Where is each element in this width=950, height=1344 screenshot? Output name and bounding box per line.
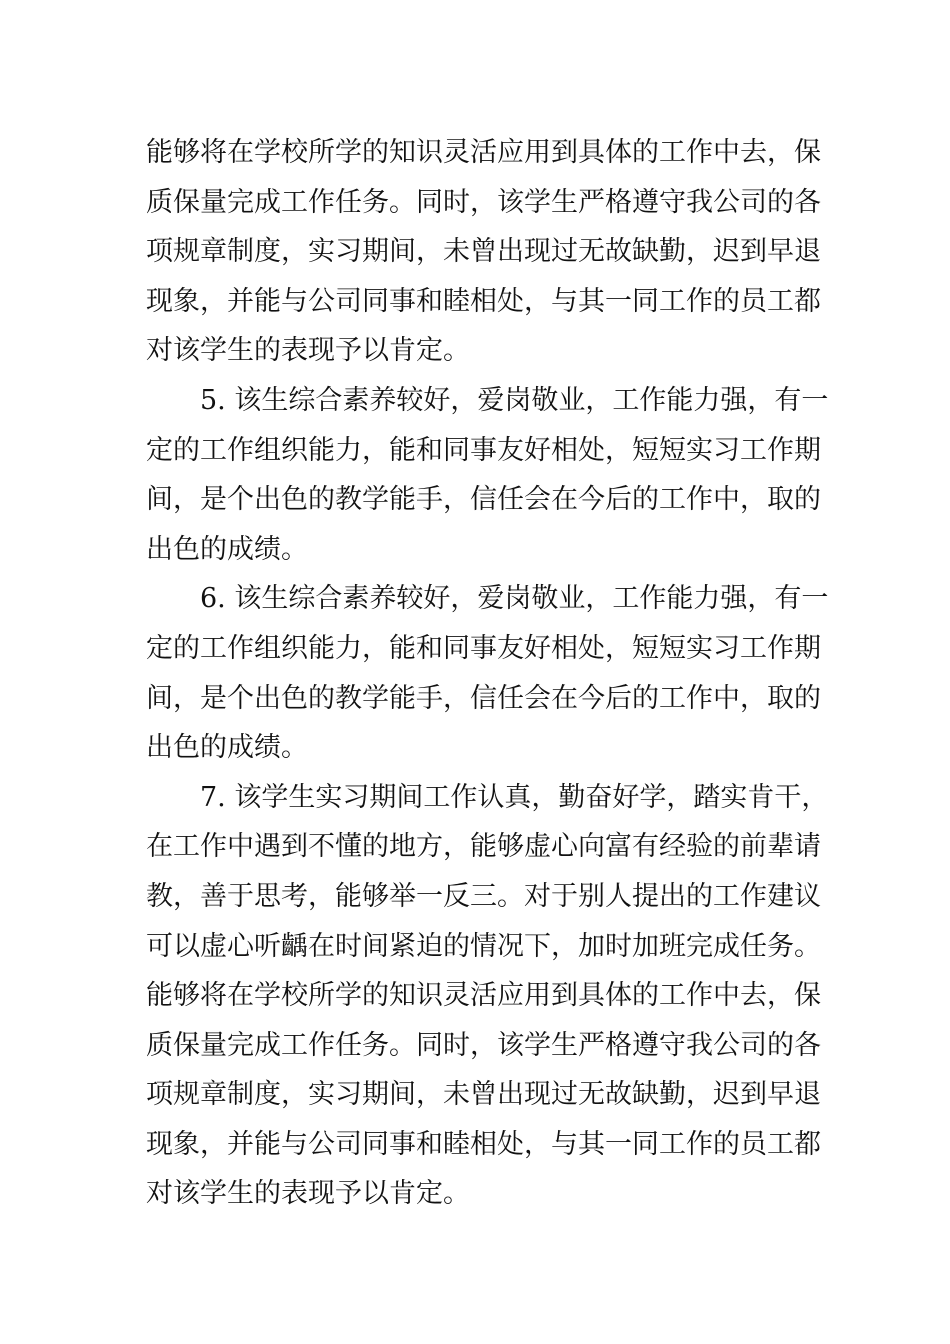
paragraph-item-5: [146, 376, 829, 574]
text-line: 现象，并能与公司同事和睦相处，与其一同工作的员工都: [146, 285, 821, 317]
text-line: 对该学生的表现予以肯定。: [146, 1178, 470, 1210]
text-line: 项规章制度，实习期间，未曾出现过无故缺勤，迟到早退: [146, 1079, 821, 1111]
text-line: 6. 该生综合素养较好，爱岗敬业，工作能力强，有一: [200, 583, 829, 615]
text-line: 出色的成绩。: [146, 533, 308, 565]
text-line: 间，是个出色的教学能手，信任会在今后的工作中，取的: [146, 484, 821, 516]
paragraph-item-6: [146, 574, 829, 772]
document-body: [146, 128, 829, 1219]
paragraph-item-7: [146, 773, 829, 1219]
text-line: 对该学生的表现予以肯定。: [146, 335, 470, 367]
paragraph-1: [146, 128, 821, 376]
text-line: 定的工作组织能力，能和同事友好相处，短短实习工作期: [146, 434, 821, 466]
text-line: 可以虚心听齲在时间紧迫的情况下，加时加班完成任务。: [146, 930, 821, 962]
text-line: 5. 该生综合素养较好，爱岗敬业，工作能力强，有一: [200, 384, 829, 416]
text-line: 质保量完成工作任务。同时，该学生严格遵守我公司的各: [146, 1029, 821, 1061]
text-line: 定的工作组织能力，能和同事友好相处，短短实习工作期: [146, 632, 821, 664]
text-line: 能够将在学校所学的知识灵活应用到具体的工作中去，保: [146, 137, 821, 168]
text-line: 质保量完成工作任务。同时，该学生严格遵守我公司的各: [146, 186, 821, 218]
text-line: 现象，并能与公司同事和睦相处，与其一同工作的员工都: [146, 1128, 821, 1160]
text-line: 7. 该学生实习期间工作认真，勤奋好学，踏实肯干，: [200, 781, 829, 813]
text-line: 在工作中遇到不懂的地方，能够虚心向富有经验的前辈请: [146, 831, 821, 863]
text-line: 教，善于思考，能够举一反三。对于别人提出的工作建议: [146, 880, 821, 912]
text-line: 间，是个出色的教学能手，信任会在今后的工作中，取的: [146, 682, 821, 714]
text-line: 出色的成绩。: [146, 732, 308, 764]
text-line: 能够将在学校所学的知识灵活应用到具体的工作中去，保: [146, 980, 821, 1012]
text-line: 项规章制度，实习期间，未曾出现过无故缺勤，迟到早退: [146, 236, 821, 268]
